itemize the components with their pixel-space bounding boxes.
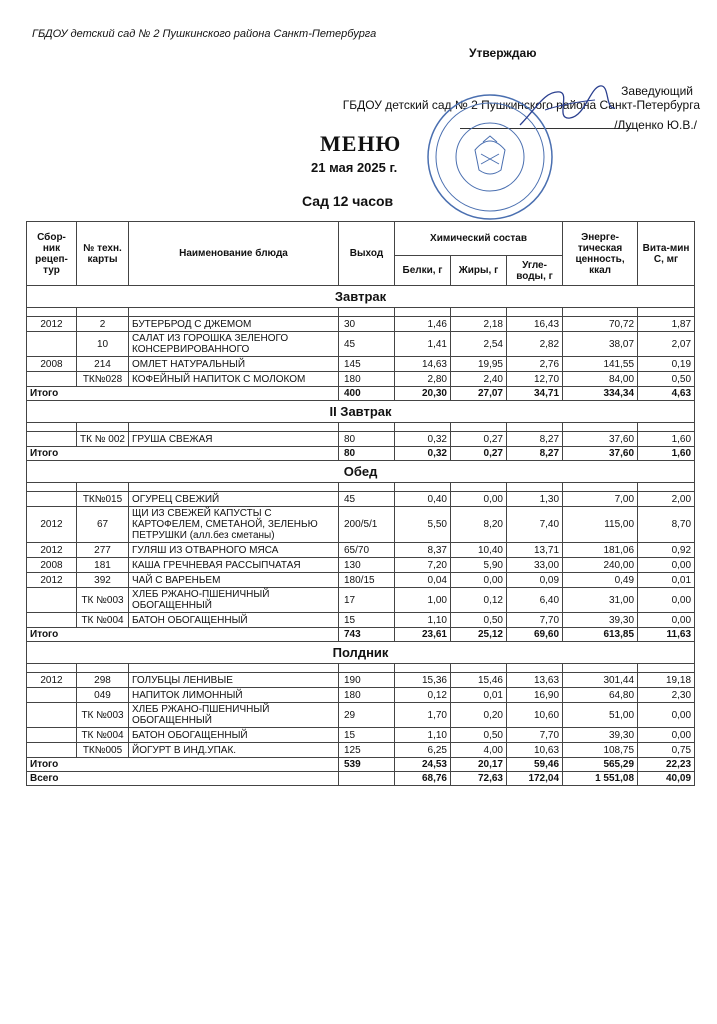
total-vitamin: 4,63 (638, 387, 695, 401)
total-carb: 69,60 (507, 628, 563, 642)
table-row (27, 372, 695, 387)
spacer-cell (638, 423, 695, 432)
cell-card: 392 (77, 573, 129, 588)
table-row (27, 357, 695, 372)
cell-carb: 0,09 (507, 573, 563, 588)
cell-protein: 15,36 (395, 673, 451, 688)
cell-fat: 10,40 (451, 543, 507, 558)
cell-fat: 5,90 (451, 558, 507, 573)
cell-card: 298 (77, 673, 129, 688)
cell-card: 277 (77, 543, 129, 558)
cell-vitamin: 1,60 (638, 432, 695, 447)
spacer-cell (507, 483, 563, 492)
total-energy: 613,85 (563, 628, 638, 642)
cell-vitamin: 19,18 (638, 673, 695, 688)
cell-name: НАПИТОК ЛИМОННЫЙ (129, 688, 339, 703)
cell-fat: 2,54 (451, 332, 507, 357)
cell-card: ТК №004 (77, 728, 129, 743)
cell-carb: 10,63 (507, 743, 563, 758)
cell-energy: 84,00 (563, 372, 638, 387)
cell-output: 200/5/1 (339, 507, 395, 543)
total-energy: 334,34 (563, 387, 638, 401)
grand-total-row (27, 772, 695, 786)
total-energy: 37,60 (563, 447, 638, 461)
col-name: Наименование блюда (129, 222, 339, 286)
total-protein: 68,76 (395, 772, 451, 786)
cell-name: ОГУРЕЦ СВЕЖИЙ (129, 492, 339, 507)
spacer-cell (27, 664, 77, 673)
table-row (27, 728, 695, 743)
total-carb: 8,27 (507, 447, 563, 461)
spacer-cell (507, 308, 563, 317)
cell-name: ЧАЙ С ВАРЕНЬЕМ (129, 573, 339, 588)
table-row (27, 432, 695, 447)
total-fat: 0,27 (451, 447, 507, 461)
col-carb: Угле-воды, г (507, 256, 563, 286)
cell-energy: 240,00 (563, 558, 638, 573)
cell-card: ТК№015 (77, 492, 129, 507)
cell-name: ГУЛЯШ ИЗ ОТВАРНОГО МЯСА (129, 543, 339, 558)
total-label: Всего (27, 772, 339, 786)
total-output: 539 (339, 758, 395, 772)
cell-collection: 2012 (27, 507, 77, 543)
cell-fat: 0,27 (451, 432, 507, 447)
spacer-cell (507, 664, 563, 673)
cell-card: ТК № 002 (77, 432, 129, 447)
cell-energy: 64,80 (563, 688, 638, 703)
cell-name: САЛАТ ИЗ ГОРОШКА ЗЕЛЕНОГО КОНСЕРВИРОВАННОГО (129, 332, 339, 357)
menu-date: 21 мая 2025 г. (311, 160, 398, 175)
spacer-cell (451, 423, 507, 432)
cell-carb: 13,63 (507, 673, 563, 688)
cell-card: 181 (77, 558, 129, 573)
cell-output: 65/70 (339, 543, 395, 558)
section-header (27, 401, 695, 423)
cell-protein: 8,37 (395, 543, 451, 558)
cell-card: ТК №004 (77, 613, 129, 628)
cell-name: ГОЛУБЦЫ ЛЕНИВЫЕ (129, 673, 339, 688)
cell-card: 10 (77, 332, 129, 357)
section-spacer (27, 664, 695, 673)
cell-name: ЩИ ИЗ СВЕЖЕЙ КАПУСТЫ С КАРТОФЕЛЕМ, СМЕТАНОЙ, ЗЕЛЕНЬЮ ПЕТРУШКИ (алл.без сметаны) (129, 507, 339, 543)
cell-output: 130 (339, 558, 395, 573)
cell-energy: 51,00 (563, 703, 638, 728)
cell-energy: 108,75 (563, 743, 638, 758)
cell-protein: 0,12 (395, 688, 451, 703)
section-spacer (27, 423, 695, 432)
table-row (27, 558, 695, 573)
spacer-cell (507, 423, 563, 432)
table-row (27, 673, 695, 688)
cell-name: ХЛЕБ РЖАНО-ПШЕНИЧНЫЙ ОБОГАЩЕННЫЙ (129, 588, 339, 613)
section-title: Завтрак (27, 286, 695, 308)
cell-protein: 6,25 (395, 743, 451, 758)
cell-carb: 7,40 (507, 507, 563, 543)
cell-carb: 2,76 (507, 357, 563, 372)
cell-carb: 10,60 (507, 703, 563, 728)
head-title: Заведующий (621, 84, 693, 98)
cell-collection (27, 688, 77, 703)
cell-fat: 8,20 (451, 507, 507, 543)
spacer-cell (451, 664, 507, 673)
cell-fat: 0,50 (451, 728, 507, 743)
cell-collection (27, 492, 77, 507)
cell-carb: 7,70 (507, 613, 563, 628)
table-row (27, 703, 695, 728)
total-row (27, 447, 695, 461)
cell-card: 214 (77, 357, 129, 372)
table-row (27, 507, 695, 543)
cell-energy: 39,30 (563, 613, 638, 628)
cell-protein: 2,80 (395, 372, 451, 387)
head-signature-name: /Луценко Ю.В./ (614, 118, 697, 132)
total-output: 80 (339, 447, 395, 461)
table-row (27, 543, 695, 558)
col-energy: Энерге-тическая ценность, ккал (563, 222, 638, 286)
cell-name: БАТОН ОБОГАЩЕННЫЙ (129, 613, 339, 628)
cell-carb: 33,00 (507, 558, 563, 573)
total-carb: 59,46 (507, 758, 563, 772)
spacer-cell (77, 483, 129, 492)
cell-carb: 6,40 (507, 588, 563, 613)
spacer-cell (395, 423, 451, 432)
spacer-cell (27, 308, 77, 317)
section-header (27, 286, 695, 308)
cell-vitamin: 0,00 (638, 703, 695, 728)
cell-protein: 0,32 (395, 432, 451, 447)
cell-card: 2 (77, 317, 129, 332)
section-header (27, 642, 695, 664)
approve-label: Утверждаю (469, 46, 537, 60)
total-vitamin: 11,63 (638, 628, 695, 642)
table-row (27, 688, 695, 703)
total-output: 400 (339, 387, 395, 401)
menu-table (26, 221, 695, 786)
cell-vitamin: 1,87 (638, 317, 695, 332)
cell-name: КОФЕЙНЫЙ НАПИТОК С МОЛОКОМ (129, 372, 339, 387)
spacer-cell (77, 423, 129, 432)
cell-name: ГРУША СВЕЖАЯ (129, 432, 339, 447)
cell-protein: 14,63 (395, 357, 451, 372)
col-fat: Жиры, г (451, 256, 507, 286)
total-output: 743 (339, 628, 395, 642)
cell-output: 125 (339, 743, 395, 758)
cell-name: ОМЛЕТ НАТУРАЛЬНЫЙ (129, 357, 339, 372)
total-row (27, 758, 695, 772)
cell-output: 190 (339, 673, 395, 688)
cell-name: ХЛЕБ РЖАНО-ПШЕНИЧНЫЙ ОБОГАЩЕННЫЙ (129, 703, 339, 728)
cell-carb: 7,70 (507, 728, 563, 743)
cell-collection: 2012 (27, 673, 77, 688)
cell-energy: 301,44 (563, 673, 638, 688)
total-row (27, 628, 695, 642)
spacer-cell (563, 483, 638, 492)
total-output (339, 772, 395, 786)
spacer-cell (129, 664, 339, 673)
cell-card: 67 (77, 507, 129, 543)
spacer-cell (395, 308, 451, 317)
total-fat: 72,63 (451, 772, 507, 786)
cell-card: ТК №003 (77, 588, 129, 613)
cell-fat: 19,95 (451, 357, 507, 372)
total-label: Итого (27, 758, 339, 772)
section-spacer (27, 483, 695, 492)
cell-vitamin: 2,30 (638, 688, 695, 703)
total-energy: 1 551,08 (563, 772, 638, 786)
cell-output: 29 (339, 703, 395, 728)
cell-vitamin: 0,92 (638, 543, 695, 558)
total-label: Итого (27, 628, 339, 642)
cell-vitamin: 8,70 (638, 507, 695, 543)
cell-vitamin: 0,75 (638, 743, 695, 758)
section-header (27, 461, 695, 483)
total-vitamin: 1,60 (638, 447, 695, 461)
cell-energy: 7,00 (563, 492, 638, 507)
total-protein: 24,53 (395, 758, 451, 772)
spacer-cell (451, 483, 507, 492)
table-row (27, 317, 695, 332)
total-label: Итого (27, 387, 339, 401)
spacer-cell (27, 423, 77, 432)
cell-output: 180 (339, 688, 395, 703)
cell-vitamin: 0,00 (638, 558, 695, 573)
cell-name: БАТОН ОБОГАЩЕННЫЙ (129, 728, 339, 743)
table-row (27, 573, 695, 588)
spacer-cell (129, 423, 339, 432)
cell-collection: 2012 (27, 573, 77, 588)
cell-name: ЙОГУРТ В ИНД.УПАК. (129, 743, 339, 758)
cell-carb: 1,30 (507, 492, 563, 507)
spacer-cell (638, 664, 695, 673)
cell-output: 15 (339, 728, 395, 743)
cell-output: 17 (339, 588, 395, 613)
spacer-cell (451, 308, 507, 317)
table-row (27, 492, 695, 507)
cell-fat: 0,12 (451, 588, 507, 613)
cell-collection (27, 372, 77, 387)
cell-output: 15 (339, 613, 395, 628)
cell-collection: 2008 (27, 558, 77, 573)
cell-vitamin: 0,00 (638, 588, 695, 613)
spacer-cell (638, 483, 695, 492)
cell-collection (27, 332, 77, 357)
cell-collection: 2012 (27, 543, 77, 558)
cell-output: 45 (339, 332, 395, 357)
spacer-cell (339, 423, 395, 432)
spacer-cell (129, 308, 339, 317)
cell-collection (27, 703, 77, 728)
cell-protein: 1,41 (395, 332, 451, 357)
cell-energy: 115,00 (563, 507, 638, 543)
cell-name: БУТЕРБРОД С ДЖЕМОМ (129, 317, 339, 332)
cell-energy: 31,00 (563, 588, 638, 613)
cell-vitamin: 0,19 (638, 357, 695, 372)
total-energy: 565,29 (563, 758, 638, 772)
cell-collection: 2012 (27, 317, 77, 332)
cell-fat: 0,50 (451, 613, 507, 628)
cell-collection (27, 743, 77, 758)
cell-vitamin: 0,00 (638, 613, 695, 628)
cell-protein: 7,20 (395, 558, 451, 573)
cell-energy: 39,30 (563, 728, 638, 743)
spacer-cell (395, 483, 451, 492)
cell-output: 30 (339, 317, 395, 332)
cell-card: 049 (77, 688, 129, 703)
spacer-cell (339, 308, 395, 317)
section-title: Полдник (27, 642, 695, 664)
spacer-cell (638, 308, 695, 317)
cell-card: ТК№028 (77, 372, 129, 387)
cell-energy: 38,07 (563, 332, 638, 357)
cell-protein: 1,46 (395, 317, 451, 332)
cell-name: КАША ГРЕЧНЕВАЯ РАССЫПЧАТАЯ (129, 558, 339, 573)
cell-vitamin: 2,07 (638, 332, 695, 357)
cell-protein: 0,40 (395, 492, 451, 507)
total-label: Итого (27, 447, 339, 461)
total-vitamin: 40,09 (638, 772, 695, 786)
cell-energy: 181,06 (563, 543, 638, 558)
cell-carb: 12,70 (507, 372, 563, 387)
total-vitamin: 22,23 (638, 758, 695, 772)
cell-carb: 16,90 (507, 688, 563, 703)
menu-title: МЕНЮ (320, 131, 402, 156)
cell-collection (27, 613, 77, 628)
table-row (27, 588, 695, 613)
col-protein: Белки, г (395, 256, 451, 286)
total-protein: 23,61 (395, 628, 451, 642)
cell-protein: 1,00 (395, 588, 451, 613)
cell-fat: 2,40 (451, 372, 507, 387)
total-protein: 0,32 (395, 447, 451, 461)
cell-collection (27, 728, 77, 743)
cell-collection (27, 588, 77, 613)
spacer-cell (563, 664, 638, 673)
cell-fat: 0,00 (451, 492, 507, 507)
total-row (27, 387, 695, 401)
cell-fat: 0,00 (451, 573, 507, 588)
cell-card: ТК №003 (77, 703, 129, 728)
cell-vitamin: 2,00 (638, 492, 695, 507)
cell-output: 145 (339, 357, 395, 372)
table-row (27, 743, 695, 758)
cell-carb: 2,82 (507, 332, 563, 357)
cell-collection: 2008 (27, 357, 77, 372)
cell-carb: 8,27 (507, 432, 563, 447)
cell-fat: 15,46 (451, 673, 507, 688)
menu-subtitle: Сад 12 часов (302, 193, 394, 209)
total-carb: 172,04 (507, 772, 563, 786)
cell-protein: 5,50 (395, 507, 451, 543)
col-card: № техн. карты (77, 222, 129, 286)
spacer-cell (395, 664, 451, 673)
cell-fat: 0,01 (451, 688, 507, 703)
menu-body (27, 286, 695, 786)
org-header: ГБДОУ детский сад № 2 Пушкинского района Санкт-Петербурга (32, 28, 377, 40)
total-carb: 34,71 (507, 387, 563, 401)
cell-vitamin: 0,01 (638, 573, 695, 588)
cell-energy: 37,60 (563, 432, 638, 447)
cell-protein: 1,10 (395, 613, 451, 628)
total-fat: 27,07 (451, 387, 507, 401)
spacer-cell (563, 308, 638, 317)
spacer-cell (339, 483, 395, 492)
total-fat: 25,12 (451, 628, 507, 642)
cell-output: 80 (339, 432, 395, 447)
signature-icon (515, 80, 625, 135)
section-title: II Завтрак (27, 401, 695, 423)
table-row (27, 613, 695, 628)
cell-energy: 70,72 (563, 317, 638, 332)
col-chem: Химический состав (395, 222, 563, 256)
col-collection: Сбор-ник рецеп-тур (27, 222, 77, 286)
total-fat: 20,17 (451, 758, 507, 772)
cell-energy: 141,55 (563, 357, 638, 372)
table-row (27, 332, 695, 357)
spacer-cell (77, 664, 129, 673)
cell-protein: 0,04 (395, 573, 451, 588)
cell-carb: 16,43 (507, 317, 563, 332)
cell-output: 180 (339, 372, 395, 387)
cell-fat: 2,18 (451, 317, 507, 332)
spacer-cell (563, 423, 638, 432)
spacer-cell (129, 483, 339, 492)
cell-vitamin: 0,50 (638, 372, 695, 387)
col-vitamin: Вита-мин С, мг (638, 222, 695, 286)
cell-vitamin: 0,00 (638, 728, 695, 743)
spacer-cell (27, 483, 77, 492)
cell-collection (27, 432, 77, 447)
cell-fat: 0,20 (451, 703, 507, 728)
cell-carb: 13,71 (507, 543, 563, 558)
col-output: Выход (339, 222, 395, 286)
section-spacer (27, 308, 695, 317)
cell-output: 45 (339, 492, 395, 507)
spacer-cell (339, 664, 395, 673)
cell-card: ТК№005 (77, 743, 129, 758)
cell-energy: 0,49 (563, 573, 638, 588)
cell-protein: 1,70 (395, 703, 451, 728)
total-protein: 20,30 (395, 387, 451, 401)
section-title: Обед (27, 461, 695, 483)
cell-output: 180/15 (339, 573, 395, 588)
head-org: ГБДОУ детский сад № 2 Пушкинского района Санкт-Петербурга (342, 98, 700, 112)
spacer-cell (77, 308, 129, 317)
cell-fat: 4,00 (451, 743, 507, 758)
cell-protein: 1,10 (395, 728, 451, 743)
